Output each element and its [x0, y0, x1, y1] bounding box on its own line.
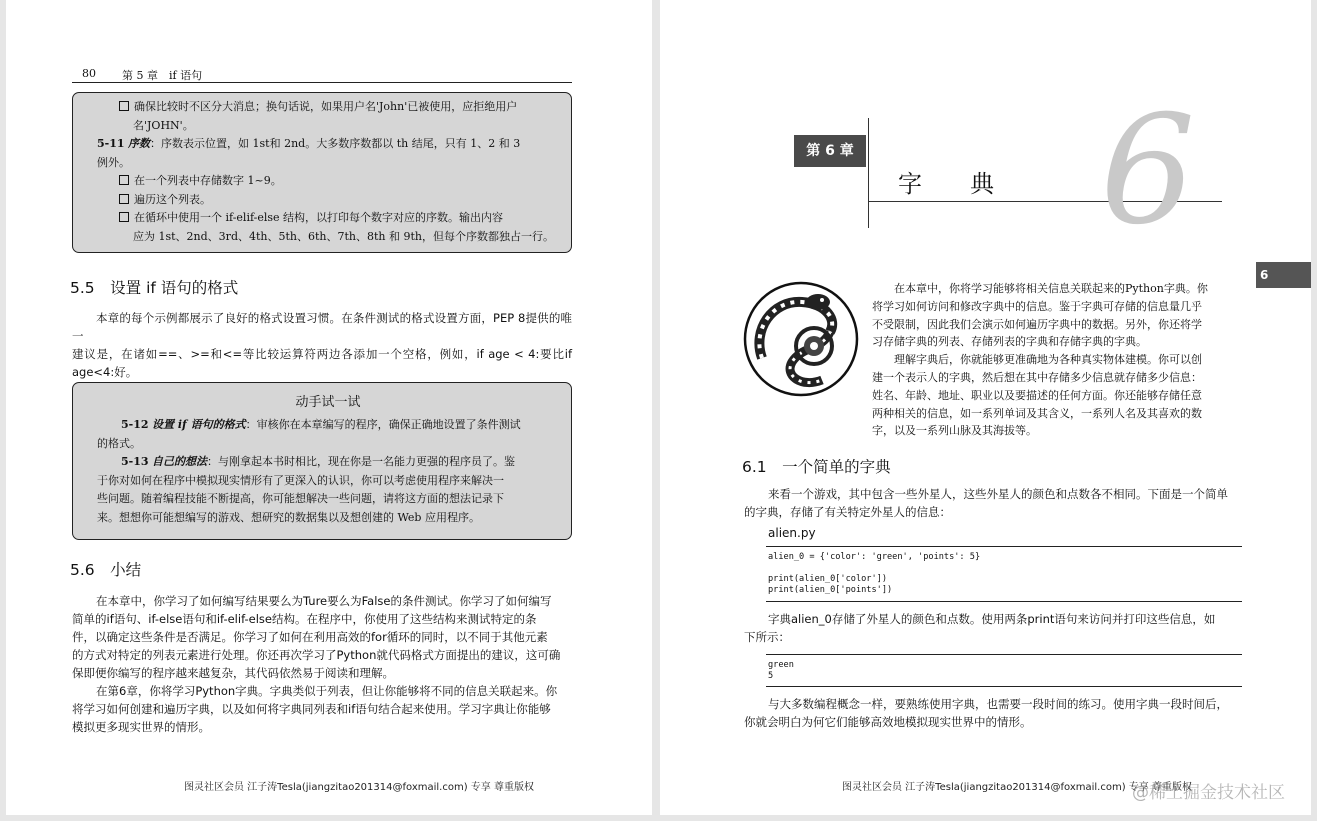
code-filename: alien.py — [768, 526, 816, 540]
chapter-title: 字 典 — [898, 170, 994, 198]
try-it-title: 动手试一试 — [295, 395, 361, 410]
section-6-1-heading: 6.1 一个简单的字典 — [742, 458, 891, 476]
chapter-intro: 在本章中，你将学习能够将相关信息关联起来的Python字典。你 将学习如何访问和修改字典中的信息。鉴于字典可存储的信息量几乎 不受限制，因此我们会演示如何遍历字典中的数据。另外，你还将学 习存储字典的列表、存储列表的字典和存储字典的字典。 理解字典后，你就能够更准确地为各种真实物体建模。你可以创 建一个表示人的字典，然后想在其中存储多少信息就存储多少信息： 姓名、年龄、地址、职业以及要描述的任何方面。你还能够存储任意 两种相关的信息，如一系列单词及其含义，一系列人名及其喜欢的数 字，以及一系列山脉及其海拔等。 — [872, 282, 1208, 438]
exercise-5-12-cont: 的格式。 — [97, 436, 141, 450]
chapter-label: 第 6 章 — [794, 135, 866, 167]
section-5-6-heading: 5.6 小结 — [70, 561, 142, 579]
right-page — [660, 0, 1311, 815]
page-footer: 图灵社区会员 江子涛Tesla(jiangzitao201314@foxmail.com) 专享 尊重版权 — [842, 782, 1192, 793]
checkbox-icon — [119, 212, 129, 222]
code-block: alien_0 = {'color': 'green', 'points': 5} print(alien_0['color']) print(alien_0['points']) — [768, 552, 981, 595]
exercise-5-13: 5-13 自己的想法：与刚拿起本书时相比，现在你是一名能力更强的程序员了。鉴 — [121, 455, 516, 468]
box-item: 遍历这个列表。 — [119, 191, 559, 210]
chapter-vertical-rule — [868, 118, 869, 228]
exercise-5-13-line: 于你对如何在程序中模拟现实情形有了更深入的认识，你可以考虑使用程序来解决一 — [97, 473, 504, 487]
box-item: 确保比较时不区分大消息；换句话说，如果用户名'John'已被使用，应拒绝用户 — [119, 98, 559, 117]
section-6-1-para2: 字典alien_0存储了外星人的颜色和点数。使用两条print语句来访问并打印这些信息，如 下所示： — [744, 612, 1216, 644]
output-block: green 5 — [768, 660, 794, 681]
exercise-5-11-cont: 例外。 — [97, 155, 130, 169]
left-page — [6, 0, 652, 815]
checkbox-icon — [119, 175, 129, 185]
section-5-6-body: 在本章中，你学习了如何编写结果要么为Ture要么为False的条件测试。你学习了如何编写 简单的if语句、if-else语句和if-elif-else结构。在程序中，你使用了这些结构来测试特定的条 件，以确定这些条件是否满足。你学习了如何在利用高效的for循环的同时，以不同于其他元素 的方式对特定的列表元素进行处理。你还再次学习了Python就代码格式方面提出的建议，这可确 保即便你编写的程序越来越复杂，其代码依然易于阅读和理解。 在第6章，你将学习Python字典。字典类似于列表，但让你能够将不同的信息关联起来。你 将学习如何创建和遍历字典，以及如何将字典同列表和if语句结合起来使用。学习字典让你能够 模拟更多现实世界的情形。 — [72, 594, 561, 734]
exercise-5-13-line: 些问题。随着编程技能不断提高，你可能想解决一些问题，请将这方面的想法记录下 — [97, 492, 504, 505]
section-6-1-para1: 来看一个游戏，其中包含一些外星人，这些外星人的颜色和点数各不相同。下面是一个简单 的字典，存储了有关特定外星人的信息： — [744, 487, 1228, 519]
code-bottom-rule — [766, 601, 1242, 602]
header-rule — [72, 82, 572, 83]
exercise-box-top — [72, 92, 572, 253]
box-item: 在一个列表中存储数字 1~9。 — [119, 172, 559, 191]
running-head: 第 5 章 if 语句 — [122, 69, 203, 82]
python-snake-illustration — [742, 280, 860, 398]
section-5-5-body: 本章的每个示例都展示了良好的格式设置习惯。在条件测试的格式设置方面，PEP 8提供的唯一 建议是，在诸如==、>=和<=等比较运算符两边各添加一个空格，例如，if age < 4:要比if age<4:好。 — [72, 311, 572, 379]
section-5-5-heading: 5.5 设置 if 语句的格式 — [70, 279, 239, 297]
box-item-cont: 名'JOHN'。 — [133, 118, 194, 132]
output-bottom-rule — [766, 686, 1242, 687]
page-footer: 图灵社区会员 江子涛Tesla(jiangzitao201314@foxmail.com) 专享 尊重版权 — [184, 782, 534, 793]
output-top-rule — [766, 654, 1242, 655]
box-item: 在循环中使用一个 if-elif-else 结构，以打印每个数字对应的序数。输出内容 — [119, 209, 559, 228]
code-top-rule — [766, 546, 1242, 547]
box-item-cont: 应为 1st、2nd、3rd、4th、5th、6th、7th、8th 和 9th，但每个序数都独占一行。 — [133, 229, 554, 243]
exercise-5-12: 5-12 设置 if 语句的格式：审核你在本章编写的程序，确保正确地设置了条件测试 — [121, 418, 521, 431]
page-number: 80 — [82, 67, 96, 80]
checkbox-icon — [119, 194, 129, 204]
exercise-5-11: 5-11 序数：序数表示位置，如 1st和 2nd。大多数序数都以 th 结尾，只有 1、2 和 3 — [97, 137, 521, 150]
section-6-1-para3: 与大多数编程概念一样，要熟练使用字典，也需要一段时间的练习。使用字典一段时间后， 你就会明白为何它们能够高效地模拟现实世界中的情形。 — [744, 697, 1228, 729]
exercise-5-13-line: 来。想想你可能想编写的游戏、想研究的数据集以及想创建的 Web 应用程序。 — [97, 510, 480, 524]
watermark: @稀土掘金技术社区 — [1132, 783, 1285, 803]
chapter-side-tab: 6 — [1256, 262, 1311, 288]
chapter-big-number: 6 — [1100, 84, 1196, 258]
exercise-box-bottom — [72, 382, 572, 540]
checkbox-icon — [119, 101, 129, 111]
